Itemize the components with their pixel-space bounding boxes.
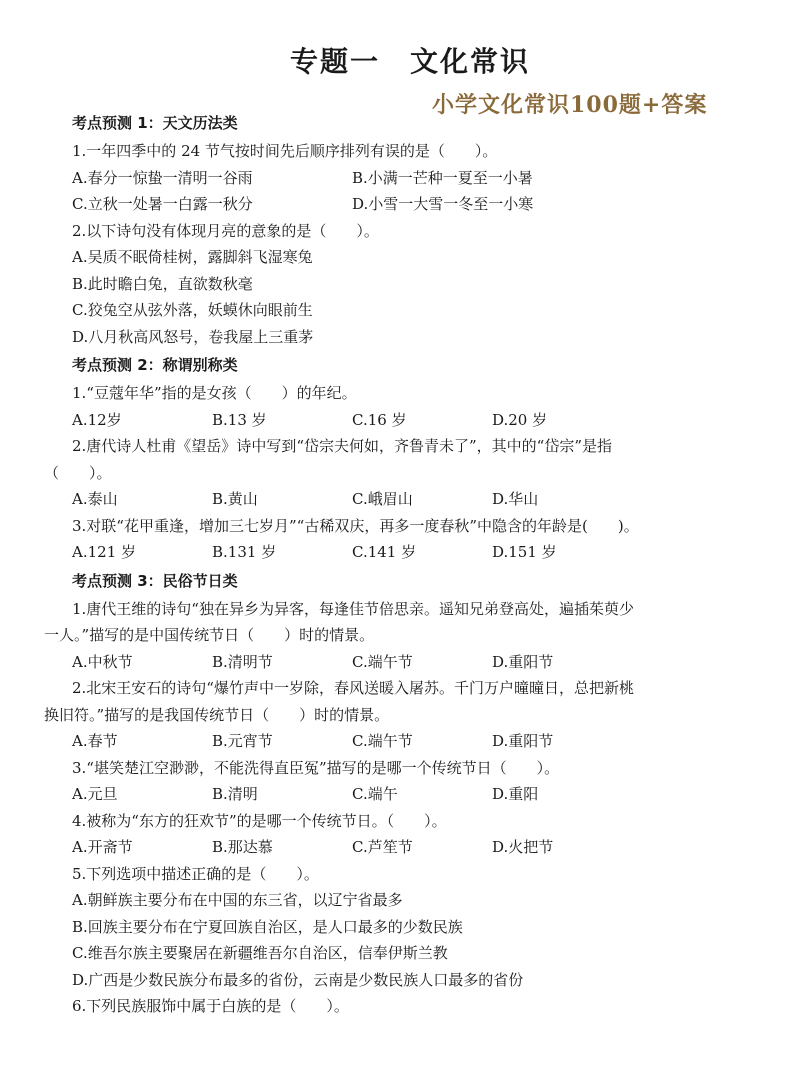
option-a: A.泰山	[72, 490, 118, 508]
option-d: D.20 岁	[492, 410, 548, 429]
option-a: A.春分一惊蛰一清明一谷雨	[72, 168, 253, 187]
option-row	[72, 407, 762, 434]
option-row	[72, 165, 762, 192]
option-b: B.清明节	[212, 652, 273, 671]
option-row	[72, 191, 762, 218]
option-c: C.芦笙节	[352, 838, 413, 856]
page-title: 专题一 文化常识	[289, 45, 530, 78]
watermark-text: 小学文化常识100题+答案	[432, 92, 708, 118]
option-c: C.141 岁	[352, 543, 417, 561]
option-row	[72, 781, 762, 808]
option-a: A.中秋节	[72, 652, 133, 671]
option-d: D.火把节	[492, 838, 554, 856]
option-c: C.端午	[352, 785, 398, 803]
option-d: D.小雪一大雪一冬至一小寒	[352, 195, 534, 213]
question-text: 2.唐代诗人杜甫《望岳》诗中写到“岱宗夫何如，齐鲁青未了”，其中的“岱宗”是指	[72, 437, 612, 455]
option-d: D.151 岁	[492, 543, 557, 561]
option-a: A.朝鲜族主要分布在中国的东三省，以辽宁省最多	[72, 891, 403, 909]
option-d: D.重阳节	[492, 652, 554, 671]
option-b: B.此时瞻白兔，直欲数秋毫	[72, 274, 253, 293]
option-b: B.元宵节	[212, 732, 273, 750]
option-c: C.狡兔空从弦外落，妖蟆休向眼前生	[72, 301, 313, 319]
option-d: D.广西是少数民族分布最多的省份，云南是少数民族人口最多的省份	[72, 970, 524, 989]
option-row	[72, 539, 762, 566]
question-content	[44, 108, 762, 1020]
question-text: 1.唐代王维的诗句“独在异乡为异客，每逢佳节倍思亲。遥知兄弟登高处，遍插茱萸少	[72, 599, 634, 618]
option-b: B.小满一芒种一夏至一小暑	[352, 168, 533, 187]
section-heading-1: 考点预测 1：天文历法类	[72, 114, 238, 132]
question-text: 2.北宋王安石的诗句“爆竹声中一岁除，春风送暖入屠苏。千门万户曈曈日，总把新桃	[72, 679, 634, 697]
question-text-continued: 换旧符。”描写的是我国传统节日（ ）时的情景。	[44, 705, 390, 724]
option-c: C.维吾尔族主要聚居在新疆维吾尔自治区，信奉伊斯兰教	[72, 944, 448, 962]
option-row	[72, 649, 762, 676]
option-c: C.峨眉山	[352, 490, 413, 508]
option-b: B.清明	[212, 785, 258, 803]
question-text: 6.下列民族服饰中属于白族的是（ ）。	[72, 997, 349, 1015]
option-a: A.开斋节	[72, 838, 133, 856]
option-c: C.端午节	[352, 652, 413, 671]
option-b: B.黄山	[212, 490, 258, 508]
section-heading-3: 考点预测 3：民俗节日类	[72, 571, 238, 590]
option-b: B.131 岁	[212, 543, 277, 561]
option-b: B.那达慕	[212, 838, 273, 856]
option-row	[72, 834, 762, 861]
option-a: A.春节	[72, 732, 118, 750]
question-text-continued: （ ）。	[44, 463, 112, 482]
option-b: B.13 岁	[212, 410, 267, 429]
question-text: 3.对联“花甲重逢，增加三七岁月”“古稀双庆，再多一度春秋”中隐含的年龄是( )。	[72, 516, 639, 535]
option-c: C.端午节	[352, 732, 413, 750]
section-heading-2: 考点预测 2：称谓别称类	[72, 356, 238, 374]
option-d: D.重阳节	[492, 732, 554, 750]
option-a: A.12岁	[72, 410, 122, 429]
option-c: C.16 岁	[352, 410, 407, 429]
question-text: 1.一年四季中的 24 节气按时间先后顺序排列有误的是（ ）。	[72, 142, 498, 160]
option-a: A.121 岁	[72, 543, 136, 561]
option-b: B.回族主要分布在宁夏回族自治区，是人口最多的少数民族	[72, 917, 463, 936]
question-text: 4.被称为“东方的狂欢节”的是哪一个传统节日。（ ）。	[72, 811, 447, 830]
option-d: D.重阳	[492, 785, 539, 803]
option-d: D.华山	[492, 490, 539, 508]
option-a: A.吴质不眠倚桂树，露脚斜飞湿寒兔	[72, 248, 313, 266]
option-a: A.元旦	[72, 785, 118, 803]
option-row	[72, 486, 762, 513]
option-row	[72, 728, 762, 755]
question-text: 2.以下诗句没有体现月亮的意象的是（ ）。	[72, 221, 379, 240]
option-d: D.八月秋高风怒号，卷我屋上三重茅	[72, 327, 314, 346]
question-text: 3.“堪笑楚江空渺渺，不能洗得直臣冤”描写的是哪一个传统节日（ ）。	[72, 758, 560, 777]
question-text: 1.“豆蔻年华”指的是女孩（ ）的年纪。	[72, 384, 357, 402]
question-text: 5.下列选项中描述正确的是（ ）。	[72, 864, 319, 883]
question-text-continued: 一人。”描写的是中国传统节日（ ）时的情景。	[44, 626, 375, 644]
option-c: C.立秋一处暑一白露一秋分	[72, 195, 253, 213]
